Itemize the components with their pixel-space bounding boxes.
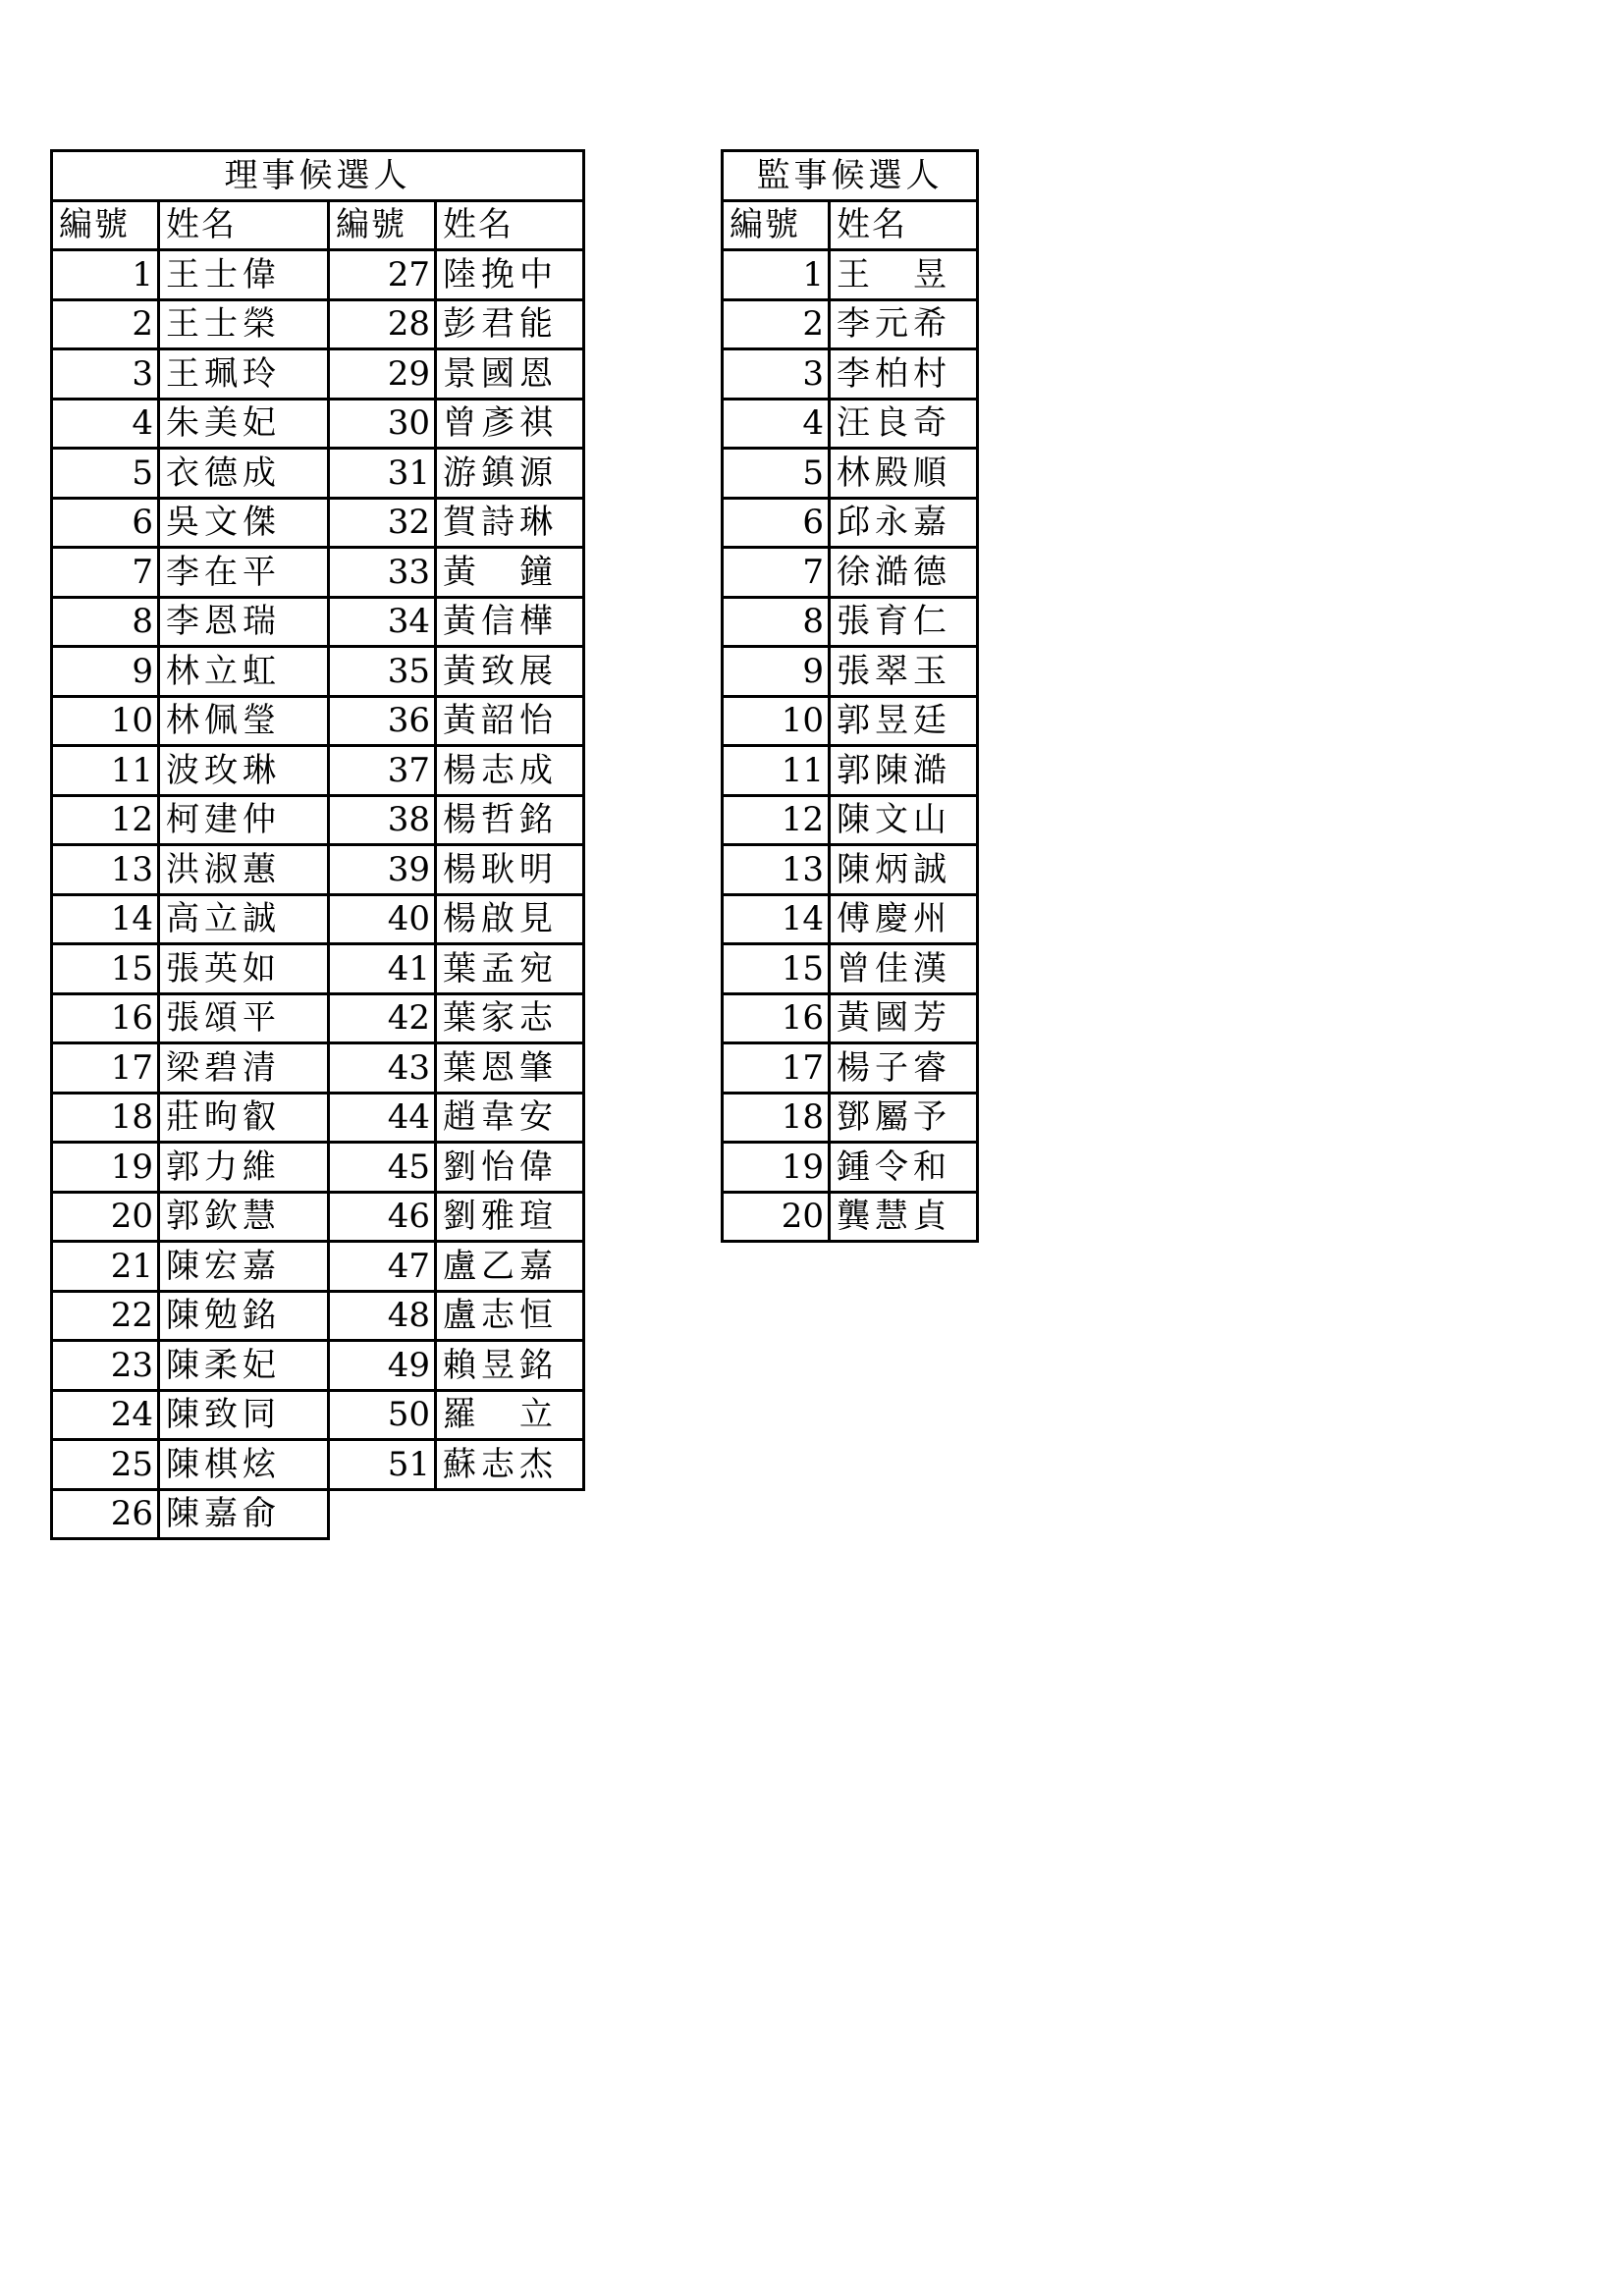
candidate-number: 39 <box>329 845 436 895</box>
table-row <box>52 1043 584 1094</box>
candidate-name: 郭陳澔 <box>830 746 978 796</box>
candidate-name: 邱永嘉 <box>830 498 978 548</box>
candidate-name: 曾佳漢 <box>830 944 978 994</box>
table-row <box>723 894 978 944</box>
candidate-number: 17 <box>52 1043 159 1094</box>
candidate-name: 陳致同 <box>159 1390 329 1440</box>
candidate-number: 24 <box>52 1390 159 1440</box>
candidate-number: 7 <box>52 548 159 598</box>
empty-cell <box>436 1489 584 1539</box>
candidate-name: 陸挽中 <box>436 250 584 300</box>
candidate-name: 王珮玲 <box>159 349 329 400</box>
candidate-name: 黃國芳 <box>830 993 978 1043</box>
director-candidates-table <box>50 149 585 1540</box>
candidate-name: 盧乙嘉 <box>436 1242 584 1292</box>
candidate-name: 龔慧貞 <box>830 1192 978 1242</box>
candidate-name: 張英如 <box>159 944 329 994</box>
candidate-number: 43 <box>329 1043 436 1094</box>
candidate-number: 2 <box>723 299 830 349</box>
candidate-number: 33 <box>329 548 436 598</box>
candidate-name: 汪良奇 <box>830 399 978 449</box>
table-row <box>52 993 584 1043</box>
column-header-name: 姓名 <box>436 200 584 250</box>
candidate-name: 劉怡偉 <box>436 1143 584 1193</box>
table-row <box>52 349 584 400</box>
candidate-name: 黃信樺 <box>436 597 584 647</box>
candidate-number: 15 <box>52 944 159 994</box>
candidate-number: 6 <box>52 498 159 548</box>
candidate-name: 葉恩肇 <box>436 1043 584 1094</box>
candidate-number: 29 <box>329 349 436 400</box>
table-header-row <box>723 200 978 250</box>
candidate-number: 34 <box>329 597 436 647</box>
table-row <box>723 349 978 400</box>
table-row <box>52 894 584 944</box>
candidate-number: 17 <box>723 1043 830 1094</box>
candidate-number: 3 <box>52 349 159 400</box>
candidate-name: 林殿順 <box>830 449 978 499</box>
candidate-name: 葉家志 <box>436 993 584 1043</box>
candidate-name: 郭欽慧 <box>159 1192 329 1242</box>
table-row <box>52 944 584 994</box>
candidate-name: 郭力維 <box>159 1143 329 1193</box>
candidate-name: 李在平 <box>159 548 329 598</box>
table-row <box>723 1192 978 1242</box>
candidate-number: 13 <box>52 845 159 895</box>
table-row <box>723 250 978 300</box>
candidate-name: 陳炳誠 <box>830 845 978 895</box>
candidate-number: 5 <box>52 449 159 499</box>
candidate-number: 6 <box>723 498 830 548</box>
candidate-number: 18 <box>723 1093 830 1143</box>
candidate-name: 吳文傑 <box>159 498 329 548</box>
candidate-name: 李恩瑞 <box>159 597 329 647</box>
empty-cell <box>329 1489 436 1539</box>
table-row <box>52 1242 584 1292</box>
candidate-name: 陳柔妃 <box>159 1341 329 1391</box>
candidate-number: 19 <box>723 1143 830 1193</box>
director-table-title: 理事候選人 <box>52 151 584 201</box>
table-row <box>52 250 584 300</box>
candidate-number: 19 <box>52 1143 159 1193</box>
candidate-name: 陳宏嘉 <box>159 1242 329 1292</box>
candidate-name: 傅慶州 <box>830 894 978 944</box>
candidate-name: 楊志成 <box>436 746 584 796</box>
column-header-name: 姓名 <box>159 200 329 250</box>
table-row <box>723 696 978 746</box>
candidate-number: 2 <box>52 299 159 349</box>
candidate-number: 47 <box>329 1242 436 1292</box>
candidate-number: 8 <box>52 597 159 647</box>
table-row <box>723 548 978 598</box>
candidate-number: 4 <box>52 399 159 449</box>
table-row <box>52 548 584 598</box>
candidate-name: 楊哲銘 <box>436 795 584 845</box>
candidate-name: 梁碧清 <box>159 1043 329 1094</box>
candidate-name: 林立虹 <box>159 647 329 697</box>
candidate-name: 高立誠 <box>159 894 329 944</box>
candidate-number: 9 <box>52 647 159 697</box>
table-row <box>723 795 978 845</box>
table-row <box>52 1143 584 1193</box>
candidate-number: 20 <box>52 1192 159 1242</box>
candidate-name: 陳勉銘 <box>159 1291 329 1341</box>
candidate-number: 11 <box>723 746 830 796</box>
candidate-number: 22 <box>52 1291 159 1341</box>
candidate-name: 張育仁 <box>830 597 978 647</box>
candidate-number: 12 <box>723 795 830 845</box>
candidate-number: 32 <box>329 498 436 548</box>
supervisor-table-title: 監事候選人 <box>723 151 978 201</box>
candidate-number: 35 <box>329 647 436 697</box>
candidate-name: 陳嘉俞 <box>159 1489 329 1539</box>
candidate-name: 莊昫叡 <box>159 1093 329 1143</box>
candidate-name: 楊啟見 <box>436 894 584 944</box>
candidate-name: 趙韋安 <box>436 1093 584 1143</box>
candidate-name: 黃 鐘 <box>436 548 584 598</box>
candidate-number: 20 <box>723 1192 830 1242</box>
table-row <box>52 1489 584 1539</box>
candidate-number: 4 <box>723 399 830 449</box>
candidate-name: 楊子睿 <box>830 1043 978 1094</box>
candidate-name: 徐澔德 <box>830 548 978 598</box>
candidate-name: 黃韶怡 <box>436 696 584 746</box>
candidate-name: 波玫琳 <box>159 746 329 796</box>
candidate-number: 51 <box>329 1440 436 1490</box>
candidate-number: 3 <box>723 349 830 400</box>
candidate-name: 洪淑蕙 <box>159 845 329 895</box>
candidate-number: 42 <box>329 993 436 1043</box>
candidate-number: 21 <box>52 1242 159 1292</box>
candidate-name: 賀詩琳 <box>436 498 584 548</box>
table-title-row <box>723 151 978 201</box>
candidate-name: 李柏村 <box>830 349 978 400</box>
table-row <box>723 1143 978 1193</box>
candidate-number: 5 <box>723 449 830 499</box>
table-title-row <box>52 151 584 201</box>
column-header-number: 編號 <box>723 200 830 250</box>
candidate-number: 45 <box>329 1143 436 1193</box>
table-row <box>52 845 584 895</box>
candidate-number: 10 <box>723 696 830 746</box>
candidate-number: 27 <box>329 250 436 300</box>
candidate-number: 48 <box>329 1291 436 1341</box>
candidate-name: 王 昱 <box>830 250 978 300</box>
candidate-number: 8 <box>723 597 830 647</box>
candidate-number: 16 <box>723 993 830 1043</box>
candidate-name: 劉雅瑄 <box>436 1192 584 1242</box>
table-row <box>52 498 584 548</box>
candidate-name: 游鎮源 <box>436 449 584 499</box>
candidate-number: 23 <box>52 1341 159 1391</box>
candidate-name: 張翠玉 <box>830 647 978 697</box>
table-row <box>723 597 978 647</box>
candidate-name: 羅 立 <box>436 1390 584 1440</box>
table-row <box>52 647 584 697</box>
candidate-number: 9 <box>723 647 830 697</box>
candidate-number: 49 <box>329 1341 436 1391</box>
table-row <box>723 993 978 1043</box>
table-row <box>723 1093 978 1143</box>
table-row <box>723 299 978 349</box>
candidate-number: 30 <box>329 399 436 449</box>
candidate-number: 44 <box>329 1093 436 1143</box>
table-row <box>52 795 584 845</box>
candidate-number: 50 <box>329 1390 436 1440</box>
candidate-name: 衣德成 <box>159 449 329 499</box>
column-header-number: 編號 <box>52 200 159 250</box>
table-row <box>52 1440 584 1490</box>
table-row <box>723 647 978 697</box>
candidate-name: 郭昱廷 <box>830 696 978 746</box>
candidate-number: 46 <box>329 1192 436 1242</box>
candidate-name: 盧志恒 <box>436 1291 584 1341</box>
candidate-name: 景國恩 <box>436 349 584 400</box>
column-header-name: 姓名 <box>830 200 978 250</box>
candidate-number: 13 <box>723 845 830 895</box>
candidate-name: 鍾令和 <box>830 1143 978 1193</box>
candidate-number: 10 <box>52 696 159 746</box>
candidate-number: 31 <box>329 449 436 499</box>
table-row <box>723 399 978 449</box>
candidate-number: 26 <box>52 1489 159 1539</box>
table-row <box>52 597 584 647</box>
candidate-number: 1 <box>52 250 159 300</box>
candidate-number: 41 <box>329 944 436 994</box>
candidate-name: 王士偉 <box>159 250 329 300</box>
table-row <box>723 449 978 499</box>
table-row <box>52 299 584 349</box>
candidate-name: 曾彥祺 <box>436 399 584 449</box>
table-row <box>723 498 978 548</box>
candidate-number: 14 <box>723 894 830 944</box>
table-row <box>52 1291 584 1341</box>
candidate-name: 李元希 <box>830 299 978 349</box>
candidate-number: 40 <box>329 894 436 944</box>
table-row <box>52 1093 584 1143</box>
candidate-name: 陳文山 <box>830 795 978 845</box>
candidate-name: 彭君能 <box>436 299 584 349</box>
candidate-number: 38 <box>329 795 436 845</box>
table-row <box>52 1390 584 1440</box>
candidate-name: 張頌平 <box>159 993 329 1043</box>
candidate-number: 15 <box>723 944 830 994</box>
candidate-number: 7 <box>723 548 830 598</box>
candidate-name: 黃致展 <box>436 647 584 697</box>
candidate-name: 陳棋炫 <box>159 1440 329 1490</box>
table-row <box>52 1192 584 1242</box>
candidate-number: 28 <box>329 299 436 349</box>
candidate-number: 37 <box>329 746 436 796</box>
table-row <box>723 1043 978 1094</box>
candidate-name: 賴昱銘 <box>436 1341 584 1391</box>
candidate-name: 柯建仲 <box>159 795 329 845</box>
table-row <box>52 696 584 746</box>
table-row <box>723 746 978 796</box>
candidate-name: 鄧屬予 <box>830 1093 978 1143</box>
table-row <box>52 1341 584 1391</box>
candidate-number: 12 <box>52 795 159 845</box>
candidate-name: 楊耿明 <box>436 845 584 895</box>
table-row <box>52 449 584 499</box>
candidate-name: 朱美妃 <box>159 399 329 449</box>
supervisor-candidates-table <box>721 149 979 1243</box>
table-row <box>52 399 584 449</box>
table-row <box>52 746 584 796</box>
candidate-name: 蘇志杰 <box>436 1440 584 1490</box>
candidate-number: 18 <box>52 1093 159 1143</box>
table-header-row <box>52 200 584 250</box>
candidate-number: 25 <box>52 1440 159 1490</box>
candidate-number: 16 <box>52 993 159 1043</box>
candidate-name: 王士榮 <box>159 299 329 349</box>
table-row <box>723 944 978 994</box>
candidate-name: 林佩瑩 <box>159 696 329 746</box>
column-header-number: 編號 <box>329 200 436 250</box>
candidate-number: 36 <box>329 696 436 746</box>
candidate-number: 14 <box>52 894 159 944</box>
candidate-number: 11 <box>52 746 159 796</box>
table-row <box>723 845 978 895</box>
candidate-name: 葉孟宛 <box>436 944 584 994</box>
candidate-number: 1 <box>723 250 830 300</box>
